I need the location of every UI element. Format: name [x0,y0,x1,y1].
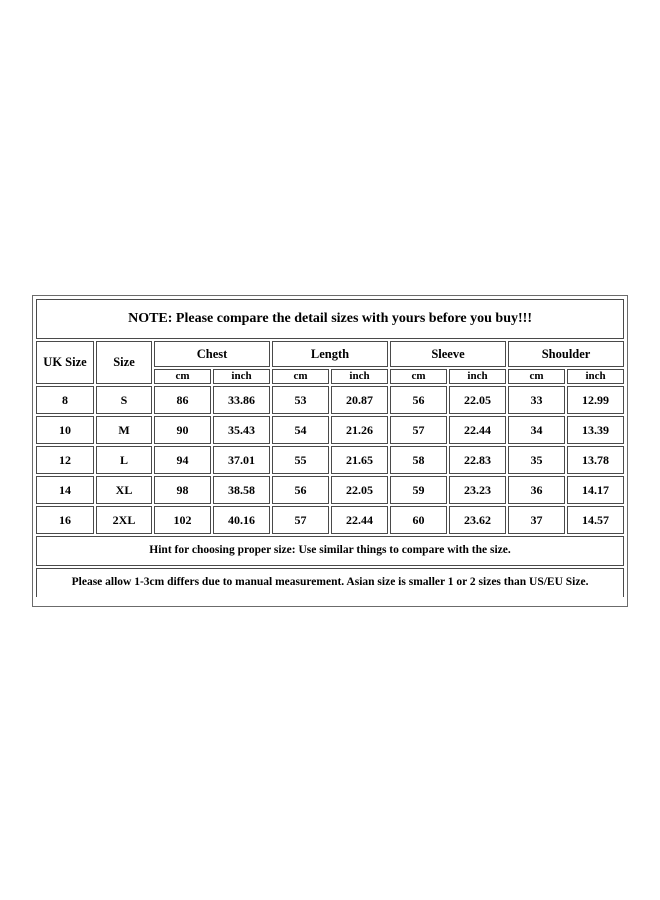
header-length: Length [272,341,388,367]
shoulder-cm-cell: 34 [508,416,565,444]
chest-inch-cell: 40.16 [213,506,270,534]
chest-inch-cell: 33.86 [213,386,270,414]
sleeve-cm-cell: 56 [390,386,447,414]
uk-size-cell: 10 [36,416,94,444]
length-cm-cell: 57 [272,506,329,534]
header-chest: Chest [154,341,270,367]
length-cm-cell: 56 [272,476,329,504]
shoulder-inch-cell: 14.17 [567,476,624,504]
length-cm-cell: 55 [272,446,329,474]
shoulder-cm-cell: 35 [508,446,565,474]
size-chart-table [34,297,626,599]
sleeve-inch-cell: 22.44 [449,416,506,444]
unit-sleeve-cm: cm [390,369,447,384]
shoulder-cm-cell: 37 [508,506,565,534]
note-text: NOTE: Please compare the detail sizes with yours before you buy!!! [36,299,624,339]
table-row [36,386,624,414]
size-cell: XL [96,476,152,504]
allowance-text: Please allow 1-3cm differs due to manual measurement. Asian size is smaller 1 or 2 sizes than US/EU Size. [36,568,624,597]
shoulder-inch-cell: 13.78 [567,446,624,474]
sleeve-cm-cell: 57 [390,416,447,444]
length-inch-cell: 21.26 [331,416,388,444]
shoulder-inch-cell: 13.39 [567,416,624,444]
shoulder-inch-cell: 12.99 [567,386,624,414]
length-inch-cell: 20.87 [331,386,388,414]
uk-size-cell: 12 [36,446,94,474]
unit-shoulder-inch: inch [567,369,624,384]
sleeve-cm-cell: 58 [390,446,447,474]
length-inch-cell: 22.05 [331,476,388,504]
sleeve-inch-cell: 23.62 [449,506,506,534]
size-cell: 2XL [96,506,152,534]
uk-size-cell: 14 [36,476,94,504]
chest-inch-cell: 37.01 [213,446,270,474]
sleeve-inch-cell: 22.05 [449,386,506,414]
chest-cm-cell: 102 [154,506,211,534]
unit-length-inch: inch [331,369,388,384]
unit-sleeve-inch: inch [449,369,506,384]
size-cell: S [96,386,152,414]
length-cm-cell: 53 [272,386,329,414]
table-row [36,506,624,534]
chest-inch-cell: 38.58 [213,476,270,504]
unit-shoulder-cm: cm [508,369,565,384]
allowance-row [36,568,624,597]
table-row [36,416,624,444]
header-shoulder: Shoulder [508,341,624,367]
shoulder-cm-cell: 36 [508,476,565,504]
uk-size-cell: 16 [36,506,94,534]
sleeve-inch-cell: 23.23 [449,476,506,504]
unit-chest-cm: cm [154,369,211,384]
table-row [36,476,624,504]
chest-inch-cell: 35.43 [213,416,270,444]
uk-size-cell: 8 [36,386,94,414]
header-size: Size [96,341,152,384]
length-cm-cell: 54 [272,416,329,444]
size-cell: M [96,416,152,444]
note-row [36,299,624,339]
chest-cm-cell: 94 [154,446,211,474]
chest-cm-cell: 86 [154,386,211,414]
unit-chest-inch: inch [213,369,270,384]
hint-text: Hint for choosing proper size: Use similar things to compare with the size. [36,536,624,566]
table-row [36,446,624,474]
unit-length-cm: cm [272,369,329,384]
group-header-row [36,341,624,367]
chest-cm-cell: 98 [154,476,211,504]
header-sleeve: Sleeve [390,341,506,367]
size-cell: L [96,446,152,474]
header-uk-size: UK Size [36,341,94,384]
hint-row [36,536,624,566]
sleeve-inch-cell: 22.83 [449,446,506,474]
sleeve-cm-cell: 59 [390,476,447,504]
chest-cm-cell: 90 [154,416,211,444]
length-inch-cell: 21.65 [331,446,388,474]
shoulder-cm-cell: 33 [508,386,565,414]
length-inch-cell: 22.44 [331,506,388,534]
shoulder-inch-cell: 14.57 [567,506,624,534]
size-chart [32,295,628,607]
sleeve-cm-cell: 60 [390,506,447,534]
